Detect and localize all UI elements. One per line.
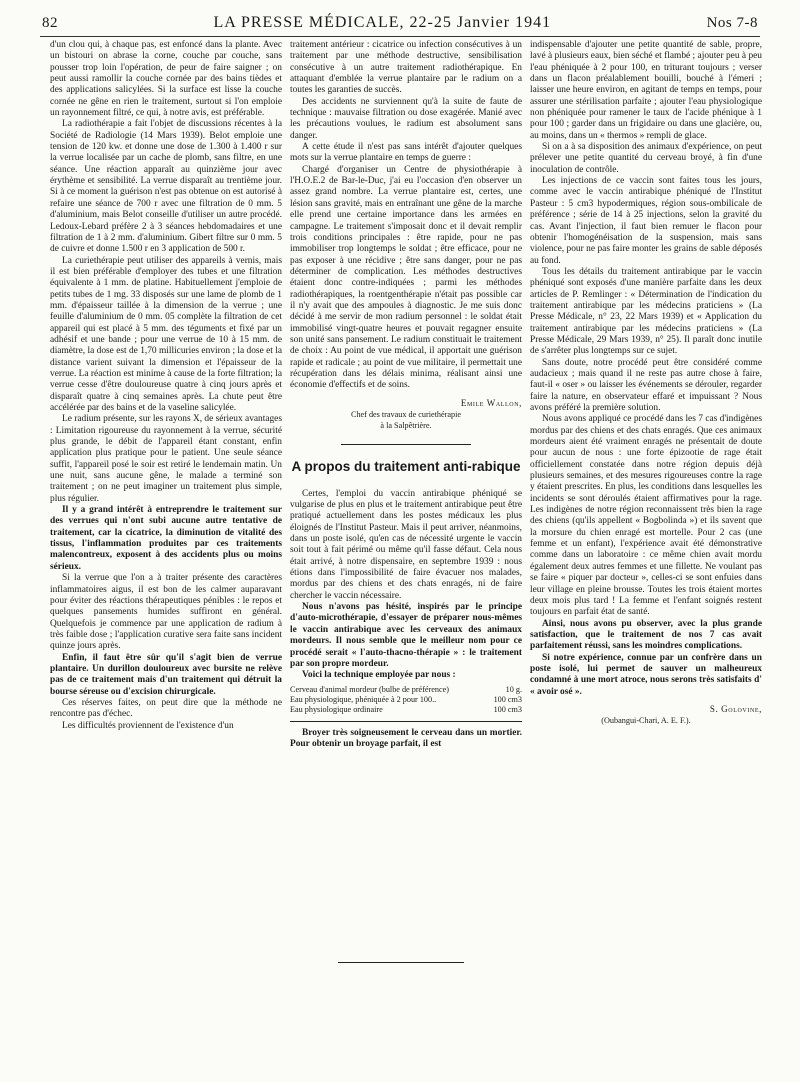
paragraph: Si notre expérience, connue par un confrère dans un poste isolé, lui permet de sauver un malheureux condamné à une mort atroce, nous serons très satisfaits d' « avoir osé ». <box>530 652 762 697</box>
page-header <box>42 14 758 36</box>
paragraph: Voici la technique employée par nous : <box>302 670 456 681</box>
paragraph: Tous les détails du traitement antirabique par le vaccin phéniqué sont exposés d'une manière parfaite dans les deux articles de P. Remlinger : « Détermination de l'indication du traitement antirabique par les médecins praticiens » (La Presse Médicale, n° 23, 22 Mars 1939) et « Application du traitement antirabique par les médecins praticiens » (La Presse Médicale, 29 Mars 1939, n° 25). Il paraît donc inutile de s'arrêter plus longtemps sur ce sujet. <box>530 266 762 357</box>
recipe-quantity: 100 cm3 <box>493 694 522 704</box>
header-rule <box>40 36 760 37</box>
author-signature <box>530 704 762 727</box>
end-rule <box>338 962 464 963</box>
table-row <box>290 705 522 715</box>
paragraph: traitement antérieur : cicatrice ou infection consécutives à un traitement par une méthode destructive, sensibilisation consécutive à un autre traitement radiothérapique. En attaquant d'emblée la verrue plantaire par le radium on a toutes les garanties de succès. <box>290 40 522 96</box>
recipe-item: Eau physiologique, phéniquée à 2 pour 100.. <box>290 694 437 704</box>
recipe-quantity: 100 cm3 <box>493 704 522 714</box>
section-title: A propos du traitement anti-rabique <box>291 458 521 474</box>
paragraph: Ces réserves faites, on peut dire que la méthode ne rencontre pas d'échec. <box>50 697 282 720</box>
paragraph: Il y a grand intérêt à entreprendre le traitement sur des verrues qui n'ont subi aucune autre tentative de traitement, car la cicatrice, la diminution de vitalité des tissus, l'inflammation produites par ces traitements malencontreux, exposent à des accidents plus ou moins sérieux. <box>50 505 282 572</box>
paragraph: indispensable d'ajouter une petite quantité de sable, propre, lavé à plusieurs eaux, bien séché et flambé ; ajouter peu à peu l'eau phéniquée à 2 pour 100, en triturant toujours ; verser dans un flacon préalablement bouilli, bouché à l'émeri ; laisser une heure environ, en agitant de temps en temps, pour assurer une stérilisation parfaite ; ajouter l'eau physiologique non phéniquée pour ramener le taux de l'acide phénique à 1 pour 100 ; garder dans un frigidaire ou dans une glacière, ou, au moins, dans un « thermos » rempli de glace. <box>530 40 762 141</box>
paragraph: A cette étude il n'est pas sans intérêt d'ajouter quelques mots sur la verrue plantaire en temps de guerre : <box>290 142 522 164</box>
paragraph: Broyer très soigneusement le cerveau dans un mortier. Pour obtenir un broyage parfait, il est <box>290 727 522 749</box>
paragraph: Nous n'avons pas hésité, inspirés par le principe d'auto-microthérapie, d'essayer de préparer nous-mêmes le vaccin antirabique avec les cerveaux des animaux mordeurs. Il nous semble que le meilleur nom pour ce procédé serait « l'auto-thacno-thérapie » : le traitement par son propre mordeur. <box>290 602 522 669</box>
paragraph: La curiethérapie peut utiliser des appareils à vernis, mais il est bien préférable d'employer des tubes et une filtration équivalente à 1 mm. de platine. Habituellement j'emploie de petits tubes de 1 mg. 33 disposés sur une lame de plomb de 1 mm. d'épaisseur taillée à la dimension de la verrue ; une feuille d'aluminium de 0 mm. 05 complète la filtration de cet appareil qui est placé à 5 mm. des téguments et fixé par un adhésif et une bande ; pour une verrue de 10 à 15 mm. de diamètre, la dose est de 1,70 millicuries environ ; la dose et la distance varient suivant la dimension et l'épaisseur de la verrue. La réaction est minime à cause de la forte filtration; la verrue cesse d'être douloureuse quatre à cinq jours après et disparaît quatre à cinq semaines après. La chute peut être accélérée par des bains et de la vaseline salicylée. <box>50 255 282 413</box>
table-row <box>290 695 522 705</box>
author-signature <box>290 398 522 432</box>
paragraph: Nous avons appliqué ce procédé dans les 7 cas d'indigènes mordus par des chiens et des chats enragés. Que ces animaux mordeurs aient été vraiment enragés ne présentait de doute pour aucun de nous : une forte épizootie de rage était officiellement constatée dans notre région depuis déjà plusieurs semaines, et des mesures rigoureuses contre la rage y étaient prescrites. En plus, les conditions dans lesquelles les incidents se sont déroulés étaient affirmatives pour la rage. Les indigènes de notre région reconnaissent très bien la rage des chiens (qu'ils appellent « Bogbolinda ») et ils savent que la morsure du chien enragé est mortelle. Pour 2 cas (une femme et un enfant), l'expérience avait été démonstrative comme dans un laboratoire : ce même chien avait mordu également deux autres femmes et une fillette. Ne voulant pas se faire « piquer par docteur », celles-ci se sont enfuies dans leur village en pleine brousse. Toutes les trois étaient mortes deux mois plus tard ! La femme et l'enfant soignés restent toujours en parfait état de santé. <box>530 414 762 618</box>
paragraph: Le radium présente, sur les rayons X, de sérieux avantages : Limitation rigoureuse du rayonnement à la verrue, sécurité plus grande, le débit de l'appareil étant constant, enfin application plus pratique pour le patient. Une seule séance suffit, l'appareil posé le soir est retiré le lendemain matin. Un une nuit, sans aucune gêne, le malade a terminé son traitement ; on ne peut imaginer un traitement plus simple, plus régulier. <box>50 414 282 504</box>
paragraph: Des accidents ne surviennent qu'à la suite de faute de technique : mauvaise filtration ou dose exagérée. Manié avec les précautions voulues, le radium est absolument sans danger. <box>290 96 522 141</box>
issue-number: Nos 7-8 <box>706 15 758 31</box>
recipe-rule <box>290 721 522 722</box>
column-3 <box>530 40 762 1050</box>
section-divider <box>341 444 471 445</box>
author-affiliation: (Oubangui-Chari, A. E. F.). <box>601 716 691 726</box>
paragraph: La radiothérapie a fait l'objet de discussions récentes à la Société de Radiologie (14 Mars 1939). Belot emploie une tension de 120 kw. et donne une dose de 1.300 à 1.400 r sur la verrue localisée par un cache de plomb, sans filtre, en une séance. Une réaction apparaît au quinzième jour avec érythème et sensibilité. La verrue disparaît au trentième jour. Si à ce moment la guérison n'est pas obtenue on est autorisé à refaire une séance de 700 r avec une filtration de 0 mm. 5 d'aluminium, mais Belot conseille d'utiliser un autre procédé. Ledoux-Lebard préfère 2 à 3 séances hebdomadaires et une filtration de 1 à 2 mm. d'aluminium. Gibert filtre sur 0 mm. 5 de cuivre et donne 1.500 r en 3 application de 500 r. <box>50 119 282 255</box>
page-number: 82 <box>42 15 58 31</box>
author-name: Emile Wallon, <box>460 397 522 408</box>
journal-title: LA PRESSE MÉDICALE, 22-25 Janvier 1941 <box>213 14 552 31</box>
paragraph: Les injections de ce vaccin sont faites tous les jours, comme avec le vaccin antirabique phéniqué de l'Institut Pasteur : 5 cm3 hypodermiques, région sous-ombilicale de préférence ; série de 14 à 25 injections, selon la gravité du cas. Avant l'injection, il faut bien remuer le flacon pour obtenir l'homogénéisation de la suspension, mais sans violence, pour ne pas faire monter les grains de sable déposés au fond. <box>530 176 762 266</box>
column-1 <box>50 40 282 1050</box>
recipe-table <box>290 685 522 715</box>
author-name: S. Golovine, <box>709 703 762 714</box>
paragraph: Enfin, il faut être sûr qu'il s'agit bien de verrue plantaire. Un durillon douloureux avec bursite ne relève pas de ce traitement mais d'un traitement qui détruit la bourse séreuse ou d'excision chirurgicale. <box>50 652 282 697</box>
paragraph: Ainsi, nous avons pu observer, avec la plus grande satisfaction, que le traitement de nos 7 cas avait parfaitement réussi, sans les moindres complications. <box>530 618 762 652</box>
paragraph: Si on a à sa disposition des animaux d'expérience, on peut prélever une petite quantité du cerveau broyé, à fin d'une inoculation de contrôle. <box>530 142 762 175</box>
table-row <box>290 685 522 695</box>
paragraph: Certes, l'emploi du vaccin antirabique phéniqué se vulgarise de plus en plus et le traitement antirabique peut être pratiqué actuellement dans les postes médicaux les plus éloignés de l'Institut Pasteur. Mais il peut arriver, néanmoins, dans un poste isolé, qu'en cas de nécessité urgente le vaccin soit tout à fait périmé ou même qu'il fasse défaut. Cela nous était arrivé, à notre dispensaire, en septembre 1939 : nous étions dans l'impossibilité de faire évacuer nos malades, mordus par des chiens et des chats enragés, ni de faire chercher le vaccin nécessaire. <box>290 488 522 601</box>
recipe-quantity: 10 g. <box>505 684 522 694</box>
paragraph: Chargé d'organiser un Centre de physiothérapie à l'H.O.E.2 de Bar-le-Duc, j'ai eu l'occasion d'en observer un assez grand nombre. La verrue plantaire est, certes, une lésion sans gravité, mais en entraînant une gêne de la marche elle prend une certaine importance dans les armées en campagne. Le traitement s'imposait donc et il devait remplir trois conditions principales : être rapide, pour ne pas immobiliser trop longtemps le soldat ; être efficace, pour ne pas exposer à une récidive ; être sans danger, pour ne pas déterminer de complication. Les méthodes destructives étaient donc contre-indiquées ; parmi les méthodes radiothérapiques, la roentgenthérapie n'était pas possible car il n'y avait que des ampoules à diagnostic. Je me suis donc décidé à me servir de mon radium personnel : le soldat était immobilisé vingt-quatre heures et pouvait regagner ensuite son unité sans pansement. Le radium constituait le traitement de choix : Au point de vue médical, il apportait une guérison rapide et radicale ; au point de vue militaire, il permettait une récupération dans les délais minima, réalisant ainsi une économie d'effectifs et de soins. <box>290 164 522 391</box>
paragraph: Sans doute, notre procédé peut être considéré comme audacieux ; mais quand il ne reste pas autre chose à faire, faut-il « oser » ou laisser les événements se dérouler, regarder faire la nature, en observateur effaré et impuissant ? Nous avons préféré la première solution. <box>530 357 762 413</box>
paragraph: d'un clou qui, à chaque pas, est enfoncé dans la plante. Avec un bistouri on abrase la corne, couche par couche, sans pousser trop loin l'opération, de peur de faire saigner ; on peut aussi ramollir la couche cornée par des bains tièdes et des applications salicylées. Si la surface est lisse la couche cornée ne gêne en rien le traitement, surtout si l'on emploie un rayonnement filtré, ce qui, à notre avis, est préférable. <box>50 40 282 119</box>
recipe-item: Cerveau d'animal mordeur (bulbe de préférence) <box>290 684 450 694</box>
column-2 <box>290 40 522 1050</box>
recipe-item: Eau physiologique ordinaire <box>290 704 383 714</box>
author-affiliation: Chef des travaux de curiethérapie <box>350 410 462 419</box>
paragraph: Les difficultés proviennent de l'existence d'un <box>62 720 234 731</box>
paragraph: Si la verrue que l'on a à traiter présente des caractères inflammatoires aigus, il est bon de les calmer auparavant pour éviter des réactions thérapeutiques pénibles : le repos et quelques pansements humides suffiront en général. Quelquefois je commence par une application de radium à très faible dose ; l'application curative sera faite sans incident quinze jours après. <box>50 573 282 652</box>
author-affiliation: à la Salpêtrière. <box>380 421 432 431</box>
